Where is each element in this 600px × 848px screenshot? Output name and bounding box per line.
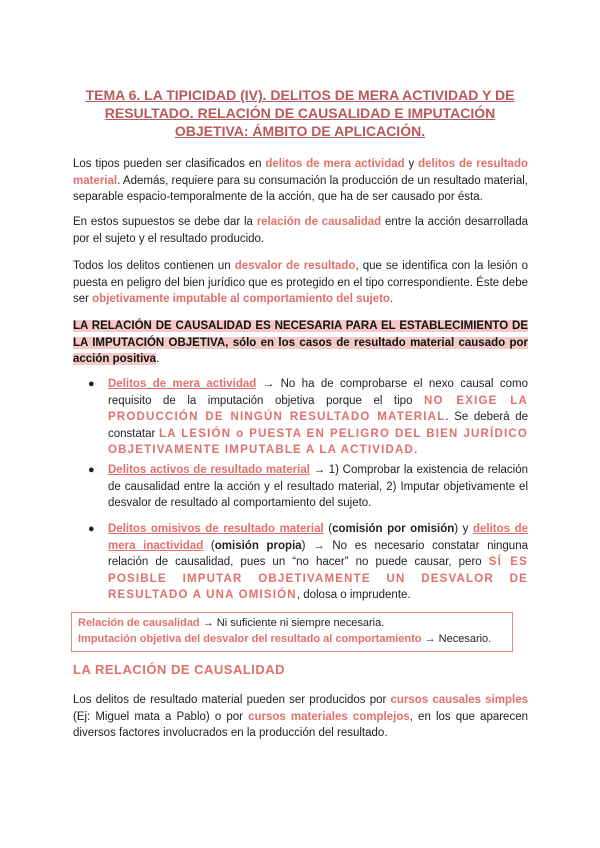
- bullet-dot: ●: [88, 523, 95, 535]
- summary-line-causalidad: Relación de causalidad → Ni suficiente ni siempre necesaria.: [78, 617, 385, 629]
- summary-box: [71, 612, 513, 652]
- paragraph-supuestos: En estos supuestos se debe dar la relación de causalidad entre la acción desarrollada por el sujeto y el resultado producido.: [73, 216, 528, 245]
- paragraph-highlighted: LA RELACIÓN DE CAUSALIDAD ES NECESARIA PARA EL ESTABLECIMIENTO DE LA IMPUTACIÓN OBJETIVA, sólo en los casos de resultado material causado por acción positiva.: [73, 320, 528, 365]
- bullet-mera-actividad: Delitos de mera actividad → No ha de comprobarse el nexo causal como requisito de la imputación objetiva porque el tipo NO EXIGE LA PRODUCCIÓN DE NINGÚN RESULTADO MATERIAL. Se deberá de constatar LA LESIÓN o PUESTA EN PELIGRO DEL BIEN JURÍDICO OBJETIVAMENTE IMPUTABLE A LA ACTIVIDAD.: [108, 378, 528, 456]
- document-title: TEMA 6. LA TIPICIDAD (IV). DELITOS DE MERA ACTIVIDAD Y DE RESULTADO. RELACIÓN DE CAUSALIDAD E IMPUTACIÓN OBJETIVA: ÁMBITO DE APLICACIÓN.: [85, 87, 515, 139]
- paragraph-tipos: Los tipos pueden ser clasificados en delitos de mera actividad y delitos de resultado material. Además, requiere para su consumación la producción de un resultado material, separable espacio-temporalmente de la acción, que ha de ser causado por ésta.: [73, 158, 528, 203]
- paragraph-cursos-causales: Los delitos de resultado material pueden ser producidos por cursos causales simples (Ej: Miguel mata a Pablo) o por cursos materiales complejos, en los que aparecen diversos factores involucrados en la producción del resultado.: [73, 694, 528, 739]
- bullet-activos: Delitos activos de resultado material → 1) Comprobar la existencia de relación de causalidad entre la acción y el resultado material, 2) Imputar objetivamente el desvalor de resultado al comportamiento del sujeto.: [108, 464, 528, 509]
- bullet-dot: ●: [88, 464, 95, 476]
- bullet-omisivos: Delitos omisivos de resultado material (comisión por omisión) y delitos de mera inactividad (omisión propia) → No es necesario constatar ninguna relación de causalidad, pues un “no hacer” no puede causar, pero SÍ ES POSIBLE IMPUTAR OBJETIVAMENTE UN DESVALOR DE RESULTADO A UNA OMISIÓN, dolosa o imprudente.: [108, 523, 529, 601]
- summary-line-imputacion: Imputación objetiva del desvalor del resultado al comportamiento → Necesario.: [78, 632, 492, 645]
- section-heading: LA RELACIÓN DE CAUSALIDAD: [73, 662, 286, 677]
- paragraph-desvalor: Todos los delitos contienen un desvalor de resultado, que se identifica con la lesión o puesta en peligro del bien jurídico que es protegido en el tipo correspondiente. Éste debe ser objetivamente imputable al comportamiento del sujeto.: [73, 260, 528, 305]
- bullet-dot: ●: [88, 378, 95, 390]
